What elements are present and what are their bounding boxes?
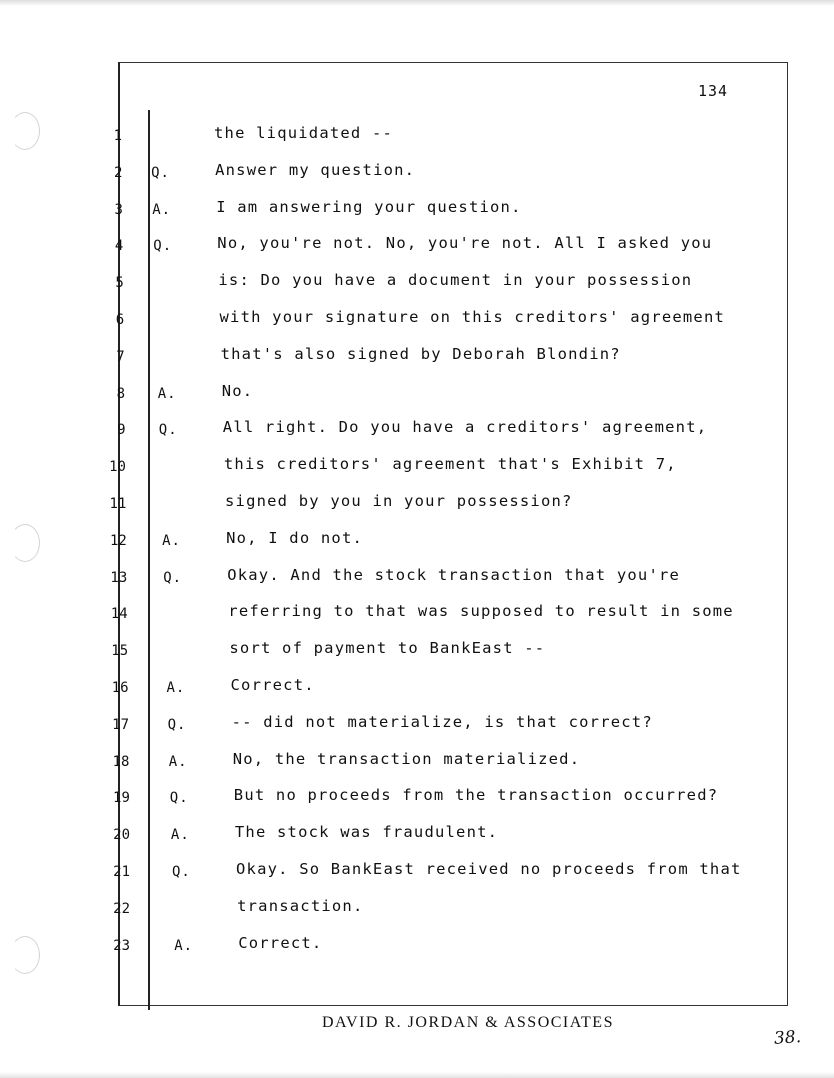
testimony-text: with your signature on this creditors' agreement	[219, 308, 726, 326]
testimony-text: I am answering your question.	[216, 197, 522, 216]
line-number: 8	[116, 385, 126, 402]
line-number: 2	[114, 164, 123, 181]
testimony-text: Correct.	[230, 676, 315, 694]
line-number: 5	[115, 275, 124, 292]
reporter-footer: DAVID R. JORDAN & ASSOCIATES	[322, 1014, 614, 1031]
line-number: 12	[109, 532, 127, 549]
line-number: 17	[112, 716, 130, 733]
hole-punch-mark	[10, 936, 40, 974]
line-number: 10	[109, 459, 126, 476]
line-number: 18	[112, 753, 130, 770]
speaker-label: Q.	[151, 164, 170, 181]
speaker-label: Q.	[158, 422, 178, 439]
line-number: 4	[114, 238, 124, 255]
line-number: 11	[109, 496, 127, 512]
line-number: 22	[113, 900, 130, 917]
testimony-text: is: Do you have a document in your possession	[218, 271, 693, 290]
testimony-text: -- did not materialize, is that correct?	[231, 712, 653, 731]
testimony-text: No.	[221, 381, 254, 400]
speaker-label: A.	[162, 532, 181, 549]
line-number: 20	[113, 827, 130, 844]
line-number-rule	[148, 110, 150, 1010]
page-number: 134	[698, 82, 729, 100]
line-number: 13	[110, 569, 128, 586]
line-number: 21	[113, 864, 130, 880]
scan-edge-top	[0, 0, 834, 6]
testimony-text: the liquidated --	[214, 124, 394, 142]
speaker-label: Q.	[153, 238, 173, 255]
testimony-text: Okay. And the stock transaction that you're	[227, 565, 681, 584]
hole-punch-mark	[10, 112, 40, 150]
testimony-text: referring to that was supposed to result in some	[228, 602, 734, 621]
testimony-text: All right. Do you have a creditors' agreement,	[222, 418, 708, 437]
testimony-text: Correct.	[238, 933, 323, 952]
testimony-text: signed by you in your possession?	[225, 492, 573, 510]
line-number: 19	[113, 790, 130, 807]
testimony-text: that's also signed by Deborah Blondin?	[220, 344, 621, 363]
speaker-label: A.	[166, 680, 186, 696]
testimony-text: sort of payment to BankEast --	[229, 639, 546, 658]
testimony-text: The stock was fraudulent.	[234, 823, 499, 842]
scan-edge-bottom	[0, 1072, 834, 1078]
speaker-label: Q.	[167, 716, 187, 733]
speaker-label: A.	[152, 201, 172, 218]
testimony-text: No, I do not.	[226, 528, 364, 547]
testimony-text: this creditors' agreement that's Exhibit 7,	[223, 455, 677, 474]
speaker-label: Q.	[163, 569, 183, 586]
testimony-text: Okay. So BankEast received no proceeds from that	[236, 860, 742, 878]
speaker-label: A.	[168, 753, 188, 770]
line-number: 9	[117, 422, 126, 439]
line-number: 15	[111, 643, 129, 660]
line-number: 14	[110, 606, 128, 623]
speaker-label: A.	[170, 827, 190, 844]
testimony-text: But no proceeds from the transaction occurred?	[233, 786, 719, 805]
handwritten-page-mark: 38.	[773, 1027, 802, 1049]
line-number: 7	[116, 348, 125, 365]
speaker-label: Q.	[172, 864, 191, 880]
testimony-text: transaction.	[237, 896, 364, 915]
speaker-label: A.	[174, 937, 194, 954]
testimony-text: No, the transaction materialized.	[232, 749, 581, 768]
line-number: 1	[113, 128, 122, 144]
line-number: 23	[113, 937, 130, 954]
line-number: 6	[115, 312, 125, 328]
testimony-text: No, you're not. No, you're not. All I asked you	[217, 234, 713, 253]
line-number: 3	[114, 201, 123, 218]
speaker-label: Q.	[169, 790, 189, 807]
hole-punch-mark	[10, 524, 40, 562]
testimony-text: Answer my question.	[215, 160, 416, 179]
speaker-label: A.	[157, 385, 177, 402]
line-number: 16	[111, 680, 129, 696]
